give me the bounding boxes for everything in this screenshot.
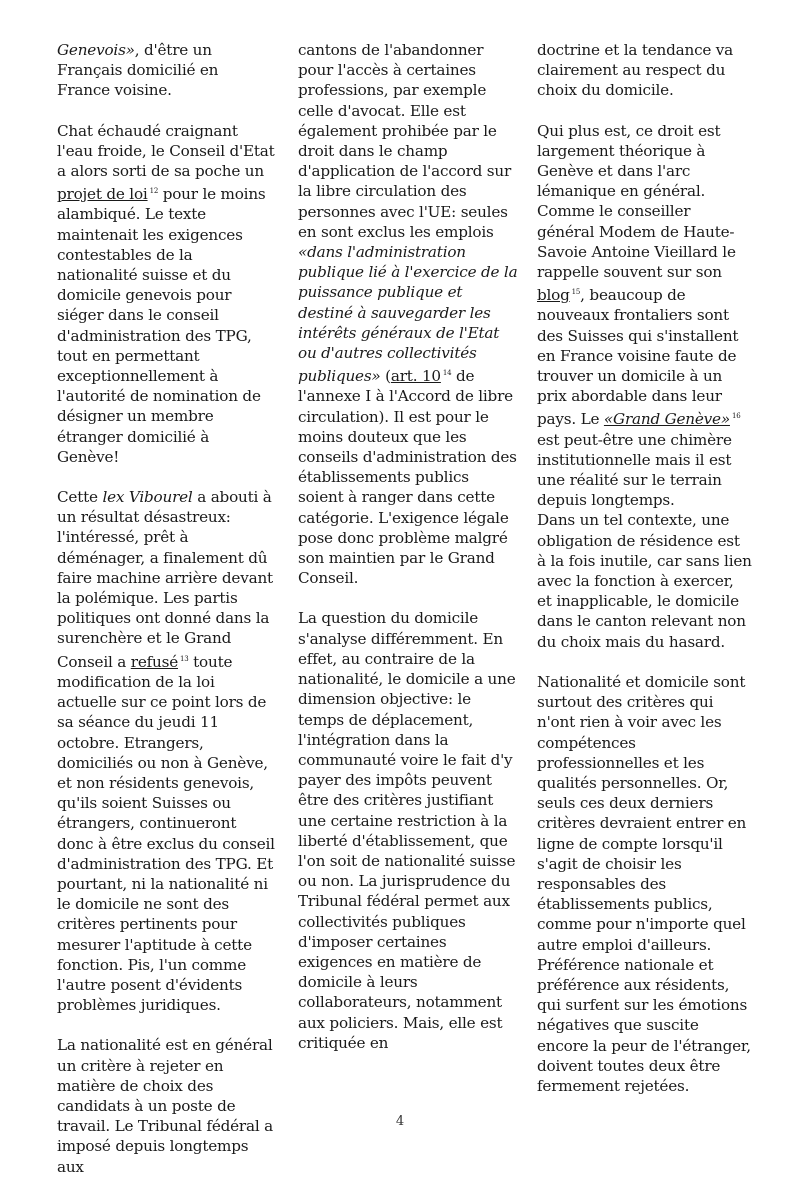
paragraph — [57, 487, 275, 1015]
text-column-1 — [57, 40, 275, 1177]
paragraph: doctrine et la tendance va clairement au respect du choix du domicile. — [537, 41, 734, 100]
italic-quote: «dans l'administration publique lié à l'exercice de la puissance publique et destiné à sauvegarder les intérêts généraux de l'Etat ou d'autres collectivités publiques» — [298, 243, 518, 386]
paragraph: Dans un tel contexte, une obligation de résidence est à la fois inutile, car sans lien avec la fonction à exercer, et inapplicable, le domicile dans le canton relevant non du choix mais du hasard. — [537, 511, 752, 651]
link-projet-de-loi[interactable]: projet de loi — [57, 185, 148, 204]
footnote-ref[interactable]: 16 — [731, 412, 741, 421]
italic-text: Genevois» — [57, 41, 135, 59]
italic-text: lex Vibourel — [102, 488, 193, 507]
paragraph: La nationalité est en général un critère à rejeter en matière de choix des candidats à un poste de travail. Le Tribunal fédéral a imposé depuis longtemps aux — [57, 1036, 273, 1176]
text: Qui plus est, ce droit est largement théorique à Genève et dans l'arc lémanique en général. Comme le conseiller général Modem de Haute-Savoie Antoine Vieillard le rappelle souvent sur son — [537, 121, 736, 282]
paragraph: La question du domicile s'analyse différemment. En effet, au contraire de la nationalité, le domicile a une dimension objective: le temps de déplacement, l'intégration dans la communauté voire le fait d'y payer des impôts peuvent être des critères justifiant une certaine restriction à la liberté d'établissement, que l'on soit de nationalité suisse ou non. La jurisprudence du Tribunal fédéral permet aux collectivités publiques d'imposer certaines exigences en matière de domicile à leurs collaborateurs, notamment aux policiers. Mais, elle est critiquée en — [298, 609, 516, 1052]
text: Chat échaudé craignant l'eau froide, le Conseil d'Etat a alors sorti de sa poche un — [57, 121, 275, 181]
italic-text: «Grand Genève» — [603, 410, 730, 429]
paragraph — [298, 40, 518, 588]
page-number: 4 — [395, 1114, 405, 1129]
text: Cette — [57, 488, 103, 507]
text-column-2 — [298, 40, 518, 1053]
paragraph — [537, 121, 752, 511]
footnote-ref[interactable]: 15 — [571, 288, 581, 297]
text: toute modification de la loi actuelle sur ce point lors de sa séance du jeudi 11 octobre. Etrangers, domiciliés ou non à Genève, et non résidents genevois, qu'ils soient Suisses ou étrangers, continueront donc à être exclus du conseil d'administration des TPG. Et pourtant, ni la nationalité ni le domicile ne sont des critères pertinents pour mesurer l'aptitude à cette fonction. Pis, l'un comme l'autre posent d'évidents problèmes juridiques. — [57, 652, 275, 1015]
text: cantons de l'abandonner pour l'accès à certaines professions, par exemple celle d'avocat. Elle est également prohibée par le droit dans le champ d'application de l'accord sur la libre circulation des personnes avec l'UE: seules en sont exclus les emplois — [298, 41, 512, 241]
text: , d'être un Français domicilié en France voisine. — [57, 41, 219, 100]
paragraph: Nationalité et domicile sont surtout des critères qui n'ont rien à voir avec les compétences professionnelles et les qualités personnelles. Or, seuls ces deux derniers critères devraient entrer en ligne de compte lorsqu'il s'agit de choisir les responsables des établissements publics, comme pour n'importe quel autre emploi d'ailleurs. Préférence nationale et préférence aux résidents, qui surfent sur les émotions négatives que suscite encore la peur de l'étranger, doivent toutes deux être fermement rejetées. — [537, 672, 751, 1095]
text: pour le moins alambiqué. Le texte maintenait les exigences contestables de la nationalité suisse et du domicile genevois pour siéger dans le conseil d'administration des TPG, tout en permettant exceptionnellement à l'autorité de nomination de désigner un membre étranger domicilié à Genève! — [57, 185, 266, 466]
link-art-10[interactable]: art. 10 — [390, 367, 441, 386]
text: ( — [380, 367, 391, 386]
text: est peut-être une chimère institutionnelle mais il est une réalité sur le terrain depuis longtemps. — [537, 430, 732, 510]
link-refuse[interactable]: refusé — [130, 652, 178, 671]
text: , beaucoup de nouveaux frontaliers sont des Suisses qui s'installent en France voisine faute de trouver un domicile à un prix abordable dans leur pays. Le — [537, 286, 739, 429]
paragraph — [57, 40, 275, 101]
text: de l'annexe I à l'Accord de libre circulation). Il est pour le moins douteux que les conseils d'administration des établissements publics soient à ranger dans cette catégorie. L'exigence légale pose donc problème malgré son maintien par le Grand Conseil. — [298, 367, 517, 588]
text: a abouti à un résultat désastreux: l'intéressé, prêt à déménager, a finalement dû faire machine arrière devant la polémique. Les partis politiques ont donné dans la surenchère et le Grand Conseil a — [57, 488, 273, 671]
footnote-ref[interactable]: 12 — [149, 187, 159, 196]
paragraph — [57, 121, 275, 467]
footnote-ref[interactable]: 13 — [180, 654, 189, 663]
footnote-ref[interactable]: 14 — [442, 369, 452, 378]
link-grand-geneve[interactable] — [604, 410, 730, 428]
link-blog[interactable]: blog — [537, 286, 570, 305]
text-column-3 — [537, 40, 752, 1096]
